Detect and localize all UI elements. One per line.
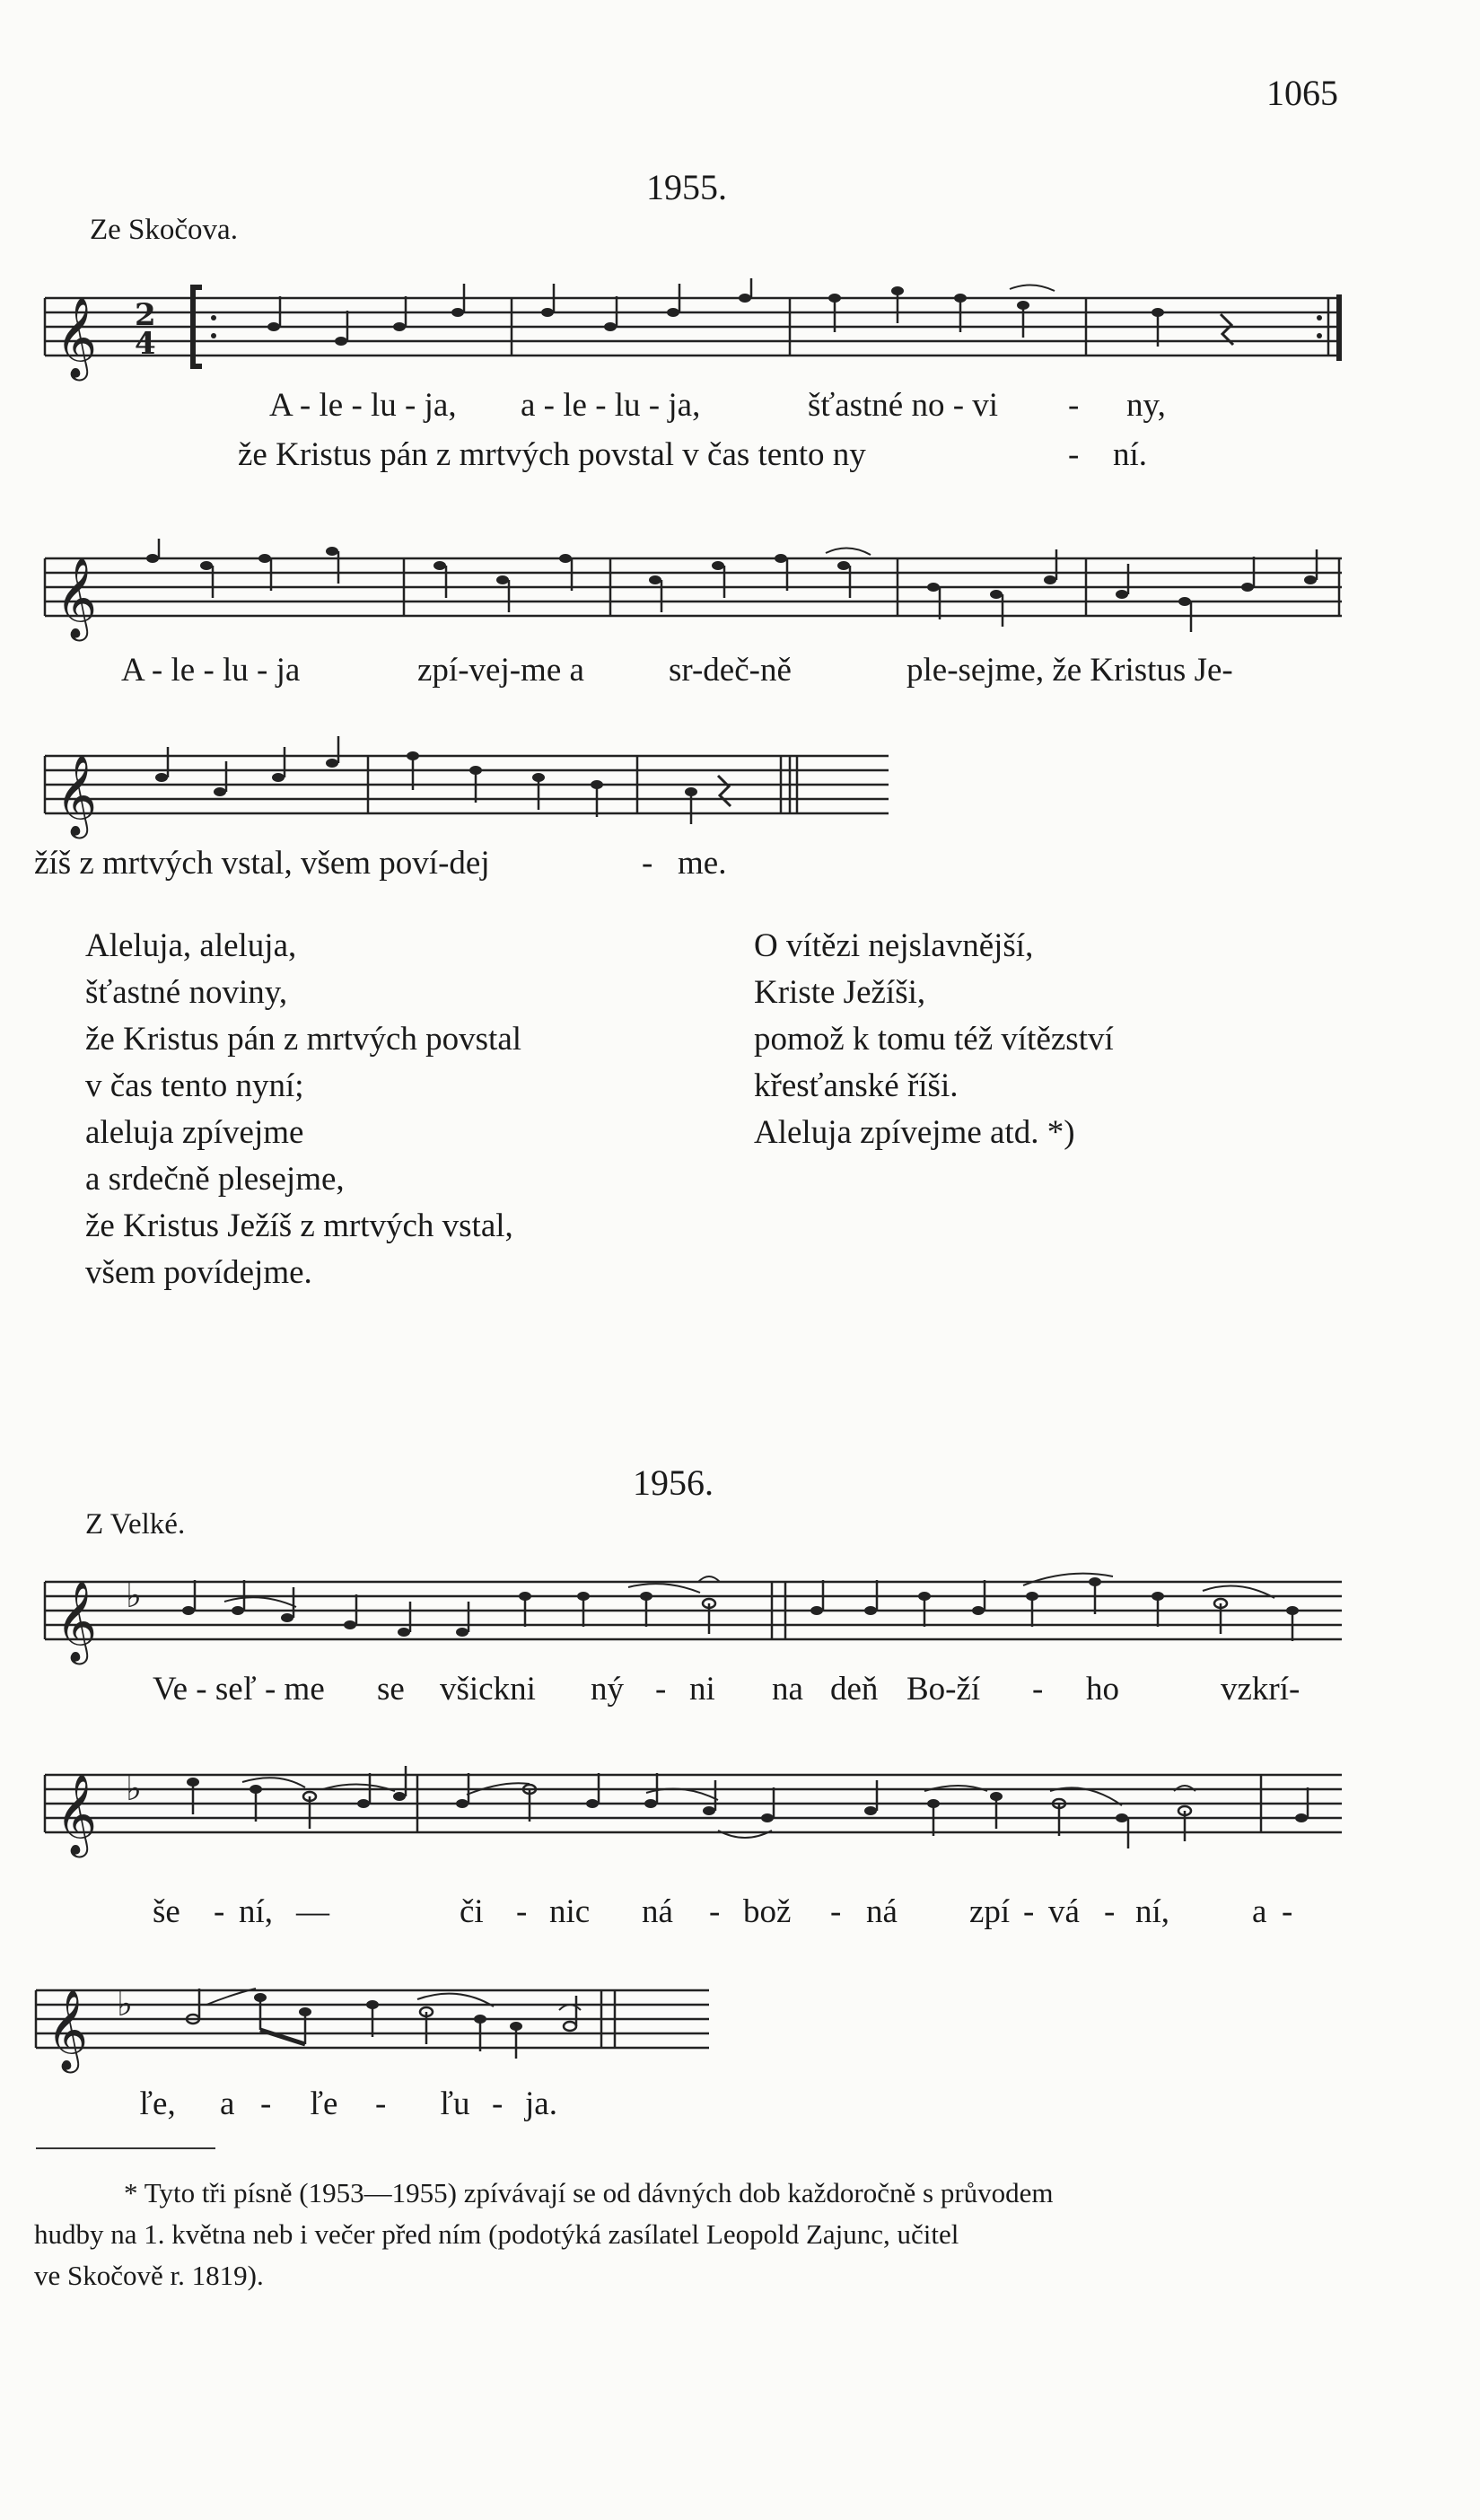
music-staff-3 xyxy=(36,736,898,844)
lyrics-2-2l: ná xyxy=(866,1893,898,1930)
song-origin: Ze Skočova. xyxy=(90,214,238,246)
lyrics-1-1f: že Kristus pán z mrtvých povstal v čas tento ny xyxy=(238,436,866,473)
lyrics-2-2e: či xyxy=(460,1893,484,1930)
verse-left xyxy=(85,923,521,1296)
lyrics-2-1j: - xyxy=(1032,1671,1044,1708)
lyrics-1-3a: žíš z mrtvých vstal, všem poví-dej xyxy=(34,845,490,882)
lyrics-2-3b: a xyxy=(220,2085,235,2122)
svg-text:2: 2 xyxy=(135,297,156,333)
verse-line: všem povídejme. xyxy=(85,1254,312,1291)
lyrics-2-3a: ľe, xyxy=(139,2085,176,2122)
lyrics-2-1a: Ve - seľ - me xyxy=(153,1671,325,1708)
lyrics-2-2q: ní, xyxy=(1135,1893,1170,1930)
lyrics-1-1a: A - le - lu - ja, xyxy=(269,387,457,424)
svg-text:𝄞: 𝄞 xyxy=(56,558,98,638)
song-origin: Z Velké. xyxy=(85,1508,186,1541)
verse-line: v čas tento nyní; xyxy=(85,1067,304,1104)
verse-line: že Kristus Ježíš z mrtvých vstal, xyxy=(85,1207,513,1244)
lyrics-1-1h: ní. xyxy=(1113,436,1148,473)
svg-text:𝄞: 𝄞 xyxy=(56,1774,98,1855)
lyrics-1-1g: - xyxy=(1068,436,1080,473)
svg-text:𝄞: 𝄞 xyxy=(56,297,98,378)
lyrics-2-3c: - xyxy=(260,2085,272,2122)
lyrics-2-2r: a xyxy=(1252,1893,1267,1930)
verse-line: Kriste Ježíši, xyxy=(754,974,926,1011)
svg-text:♭: ♭ xyxy=(117,1984,133,2024)
music-staff-1 xyxy=(36,278,1355,386)
verse-line: O vítězi nejslavnější, xyxy=(754,927,1034,964)
verse-line: šťastné noviny, xyxy=(85,974,288,1011)
verse-right xyxy=(754,923,1114,1156)
verse-line: aleluja zpívejme xyxy=(85,1114,304,1151)
verse-line: Aleluja, aleluja, xyxy=(85,927,297,964)
verse-line: že Kristus pán z mrtvých povstal xyxy=(85,1021,522,1058)
lyrics-1-2b: zpí-vej-me a xyxy=(417,652,584,689)
footnote-line: * Tyto tři písně (1953—1955) zpívávají se od dávných dob každoročně s průvodem xyxy=(124,2177,1054,2208)
music-staff-2 xyxy=(36,539,1355,646)
lyrics-2-2h: ná xyxy=(642,1893,673,1930)
lyrics-2-3h: ja. xyxy=(525,2085,557,2122)
lyrics-2-2p: - xyxy=(1104,1893,1116,1930)
verse-line: a srdečně plesejme, xyxy=(85,1161,345,1198)
song-number: 1955. xyxy=(646,167,727,207)
page-number: 1065 xyxy=(1266,73,1338,113)
lyrics-2-1b: se xyxy=(377,1671,405,1708)
lyrics-2-2f: - xyxy=(516,1893,528,1930)
lyrics-2-2i: - xyxy=(709,1893,721,1930)
lyrics-1-2d: ple-sejme, že Kristus Je- xyxy=(906,652,1233,689)
lyrics-2-2o: vá xyxy=(1048,1893,1080,1930)
lyrics-1-2c: sr-deč-ně xyxy=(669,652,792,689)
lyrics-1-1b: a - le - lu - ja, xyxy=(521,387,701,424)
svg-text:𝄞: 𝄞 xyxy=(47,1989,89,2070)
svg-text:𝄞: 𝄞 xyxy=(56,1581,98,1662)
lyrics-2-1i: Bo-ží xyxy=(906,1671,981,1708)
lyrics-1-1c: šťastné no - vi xyxy=(808,387,999,424)
lyrics-1-1e: ny, xyxy=(1126,387,1166,424)
lyrics-2-2k: - xyxy=(830,1893,842,1930)
svg-text:♭: ♭ xyxy=(126,1576,142,1615)
lyrics-2-1c: všickni xyxy=(440,1671,536,1708)
verse-line: pomož k tomu též vítězství xyxy=(754,1021,1114,1058)
lyrics-2-2j: bož xyxy=(743,1893,792,1930)
lyrics-2-1l: vzkrí- xyxy=(1221,1671,1300,1708)
lyrics-2-1g: na xyxy=(772,1671,803,1708)
lyrics-2-2n: - xyxy=(1023,1893,1035,1930)
svg-text:♭: ♭ xyxy=(126,1769,142,1808)
verse-line: Aleluja zpívejme atd. *) xyxy=(754,1114,1075,1151)
lyrics-2-1e: - xyxy=(655,1671,667,1708)
lyrics-2-2s: - xyxy=(1282,1893,1293,1930)
lyrics-1-1d: - xyxy=(1068,387,1080,424)
lyrics-2-3d: ľe xyxy=(310,2085,338,2122)
footnote xyxy=(34,2173,1327,2296)
music-staff-6 xyxy=(27,1971,718,2096)
song-number: 1956. xyxy=(633,1462,714,1503)
lyrics-1-3c: me. xyxy=(678,845,727,882)
footnote-line: ve Skočově r. 1819). xyxy=(34,2260,264,2291)
lyrics-2-3e: - xyxy=(375,2085,387,2122)
verse-line: křesťanské říši. xyxy=(754,1067,959,1104)
lyrics-2-2c: ní, xyxy=(239,1893,274,1930)
lyrics-2-2m: zpí xyxy=(969,1893,1011,1930)
music-staff-4 xyxy=(36,1562,1355,1670)
footnote-rule xyxy=(36,2147,215,2149)
lyrics-1-3b: - xyxy=(642,845,653,882)
lyrics-2-3f: ľu xyxy=(440,2085,470,2122)
lyrics-2-2b: - xyxy=(214,1893,225,1930)
music-staff-5 xyxy=(36,1755,1355,1881)
lyrics-2-1h: deň xyxy=(830,1671,879,1708)
lyrics-2-2a: še xyxy=(153,1893,180,1930)
lyrics-2-1f: ni xyxy=(689,1671,715,1708)
lyrics-2-1d: ný xyxy=(591,1671,624,1708)
svg-text:𝄞: 𝄞 xyxy=(56,755,98,836)
svg-text:4: 4 xyxy=(135,326,156,362)
lyrics-2-1k: ho xyxy=(1086,1671,1119,1708)
lyrics-2-2g: nic xyxy=(549,1893,591,1930)
lyrics-2-3g: - xyxy=(492,2085,504,2122)
footnote-line: hudby na 1. května neb i večer před ním (podotýká zasílatel Leopold Zajunc, učitel xyxy=(34,2218,959,2250)
lyrics-1-2a: A - le - lu - ja xyxy=(121,652,301,689)
lyrics-2-2d: — xyxy=(296,1893,329,1930)
